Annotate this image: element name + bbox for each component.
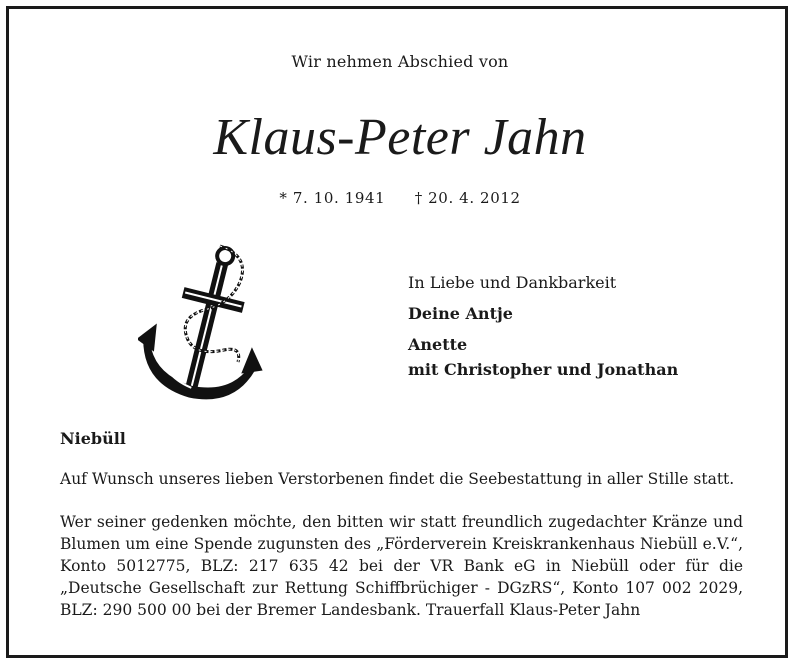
place-name: Niebüll [60, 429, 126, 448]
dedication-line: In Liebe und Dankbarkeit [408, 273, 617, 292]
mourner-name: Deine Antje [408, 304, 513, 323]
donation-note: Wer seiner gedenken möchte, den bitten wir statt freundlich zugedachter Kränze und Blumen um eine Spende zugunsten des „Förderverein Kreiskrankenhaus Niebüll e.V.“, Konto 5012775, BLZ: 217 635 42 bei der VR Bank eG in Niebüll oder für die „Deutsche Gesellschaft zur Rettung Schiffbrüchiger - DGzRS“, Konto 107 002 2029, BLZ: 290 500 00 bei der Bremer Landesbank. Trauerfall Klaus-Peter Jahn [60, 513, 743, 619]
intro-text: Wir nehmen Abschied von [291, 52, 509, 71]
birth-date: * 7. 10. 1941 [279, 189, 386, 207]
death-date: † 20. 4. 2012 [414, 189, 521, 207]
deceased-name: Klaus-Peter Jahn [213, 109, 587, 166]
burial-note: Auf Wunsch unseres lieben Verstorbenen findet die Seebestattung in aller Stille statt. [60, 470, 735, 488]
mourner-name: Anette [408, 335, 468, 354]
anchor-icon [138, 238, 263, 410]
mourners-block [408, 270, 678, 382]
mourner-name: mit Christopher und Jonathan [408, 360, 679, 379]
life-dates [0, 189, 800, 207]
